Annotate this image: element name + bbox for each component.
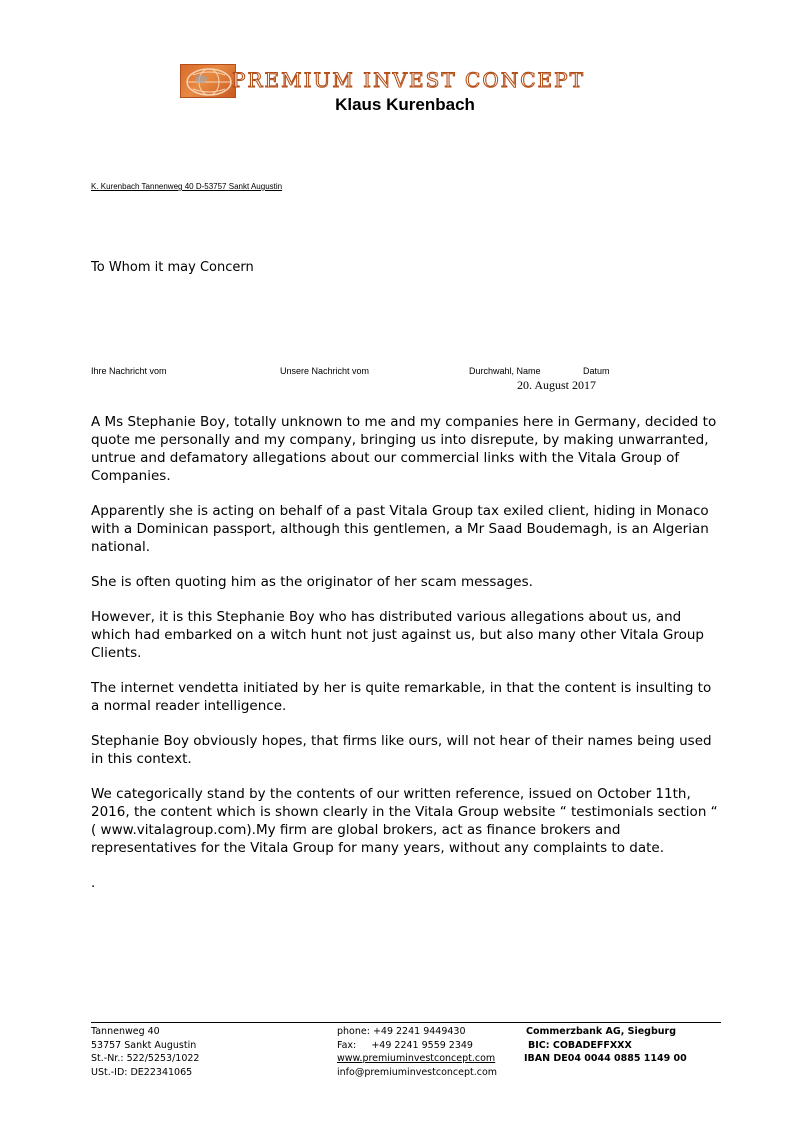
logo-text: PREMIUM INVEST CONCEPT: [232, 68, 585, 92]
footer-phone: phone: +49 2241 9449430: [337, 1026, 466, 1037]
sender-address-line: K. Kurenbach Tannenweg 40 D-53757 Sankt Augustin: [91, 182, 283, 191]
body-paragraph: .: [91, 875, 96, 891]
footer-website-link[interactable]: www.premiuminvestconcept.com: [337, 1053, 496, 1064]
salutation: To Whom it may Concern: [91, 260, 254, 275]
body-paragraph: Apparently she is acting on behalf of a past Vitala Group tax exiled client, hiding in Monaco with a Dominican passport, although this gentlemen, a Mr Saad Boudemagh, is an Algerian national.: [91, 503, 709, 555]
letter-date: 20. August 2017: [517, 378, 597, 392]
footer-divider: [91, 1022, 721, 1023]
body-paragraph: However, it is this Stephanie Boy who has distributed various allegations about us, and which had embarked on a witch hunt not just against us, but also many other Vitala Group Clients.: [91, 609, 704, 661]
company-logo: [180, 62, 640, 98]
footer-address-line: 53757 Sankt Augustin: [91, 1039, 197, 1051]
label-datum: Datum: [583, 366, 610, 376]
letter-body: [91, 413, 721, 909]
footer-contact: [337, 1025, 497, 1079]
label-unsere-nachricht: Unsere Nachricht vom: [280, 366, 370, 376]
footer-bank-name: Commerzbank AG, Siegburg: [526, 1026, 677, 1037]
body-paragraph: The internet vendetta initiated by her is quite remarkable, in that the content is insulting to a normal reader intelligence.: [91, 680, 712, 714]
body-paragraph: Stephanie Boy obviously hopes, that firms like ours, will not hear of their names being used in this context.: [91, 733, 712, 767]
footer-vat-id: USt.-ID: DE22341065: [91, 1066, 193, 1078]
footer-address-line: Tannenweg 40: [91, 1026, 160, 1037]
footer-bic: BIC: COBADEFFXXX: [528, 1039, 632, 1051]
footer-tax-number: St.-Nr.: 522/5253/1022: [91, 1053, 200, 1064]
body-paragraph: We categorically stand by the contents of our written reference, issued on October 11th, 2016, the content which is shown clearly in the Vitala Group website “ testimonials section “ ( www.vitalagroup.com).My firm are global brokers, act as finance brokers and representatives for the Vitala Group for many years, without any complaints to date.: [91, 786, 718, 856]
body-paragraph: She is often quoting him as the originator of her scam messages.: [91, 574, 533, 590]
footer-fax: Fax: +49 2241 9559 2349: [337, 1039, 473, 1051]
label-durchwahl-name: Durchwahl, Name: [469, 366, 541, 376]
footer-bank: [524, 1025, 687, 1066]
globe-logo-icon: [180, 64, 236, 98]
footer-email[interactable]: info@premiuminvestconcept.com: [337, 1066, 498, 1078]
footer-address: [91, 1025, 199, 1079]
letterhead-name: Klaus Kurenbach: [335, 95, 475, 114]
footer-iban: IBAN DE04 0044 0885 1149 00: [524, 1053, 687, 1064]
body-paragraph: A Ms Stephanie Boy, totally unknown to me and my companies here in Germany, decided to quote me personally and my company, bringing us into disrepute, by making unwarranted, untrue and defamatory allegations about our commercial links with the Vitala Group of Companies.: [91, 414, 717, 484]
label-ihre-nachricht: Ihre Nachricht vom: [91, 366, 167, 376]
